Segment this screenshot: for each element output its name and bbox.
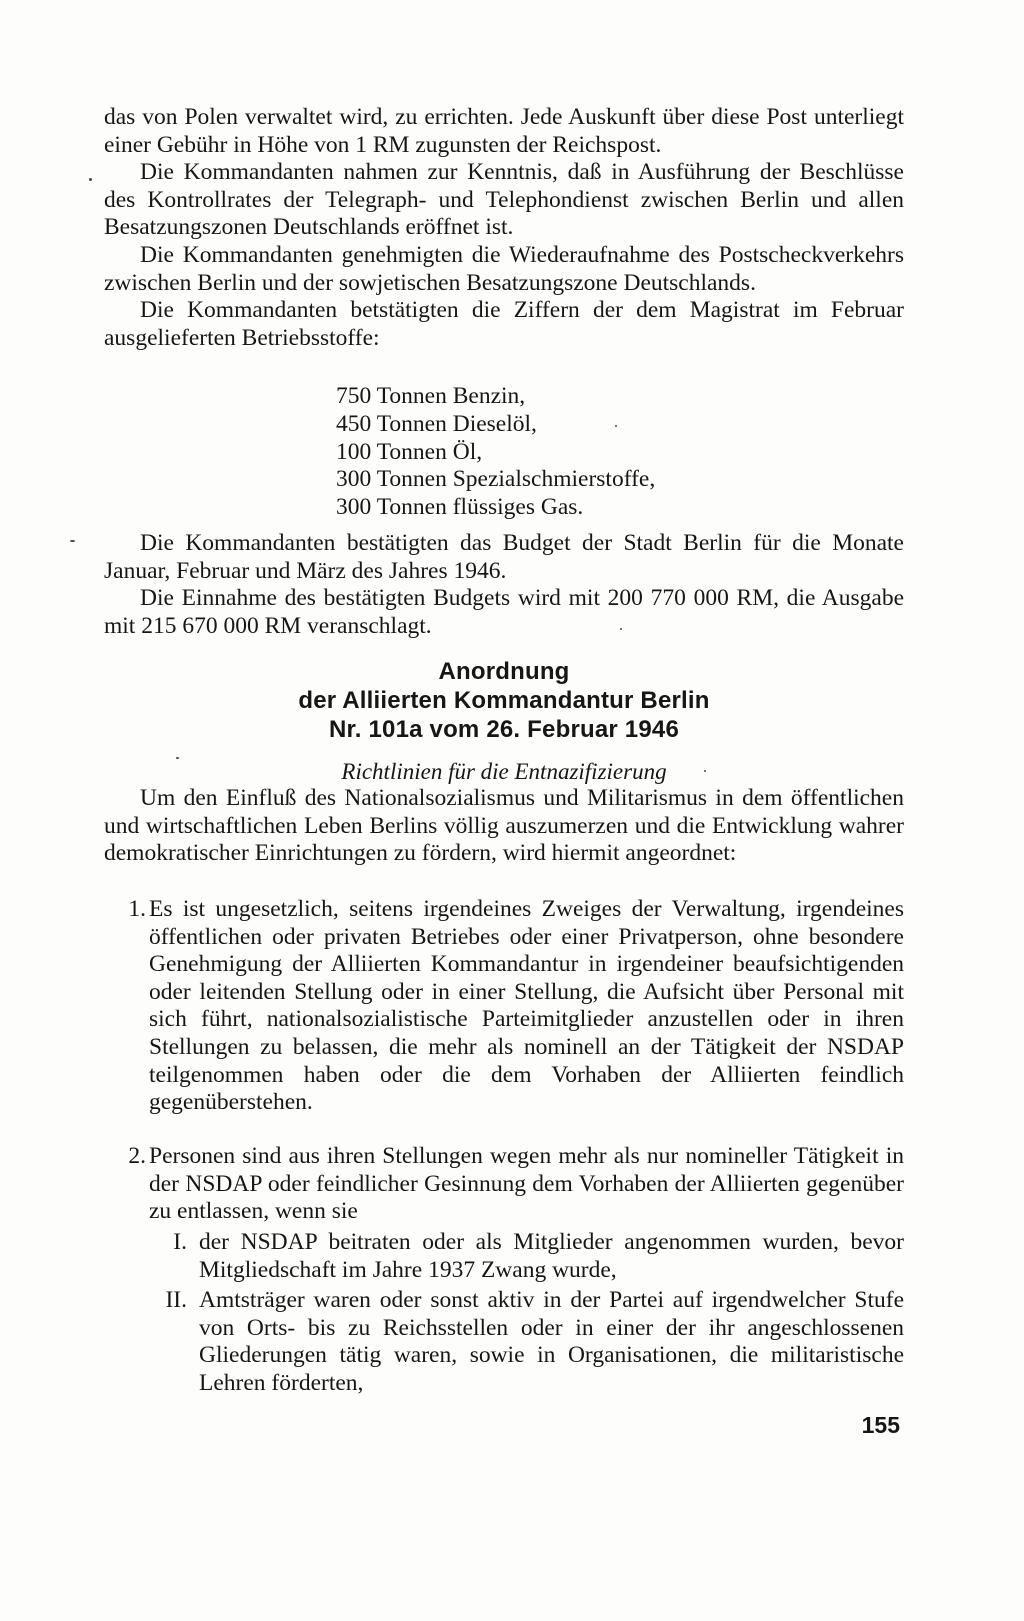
- intro-paragraph-3: Die Kommandanten genehmigten die Wiederaufnahme des Postscheckverkehrs zwischen Berlin und der sowjetischen Besatzungszone Deutschlands.: [104, 241, 904, 296]
- order-preamble: Um den Einfluß des Nationalsozialismus und Militarismus in dem öffentlichen und wirtschaftlichen Leben Berlins völlig auszumerzen und die Entwicklung wahrer demokratischer Einrichtungen zu fördern, wird hiermit angeordnet:: [104, 785, 904, 867]
- order-subitem-text: Amtsträger waren oder sonst aktiv in der Partei auf irgendwelcher Stufe von Orts- bis zu Reichsstellen oder in einer der ihr angeschlossenen Gliederungen tätig waren, sowie in Organisationen, die militaristische Lehren förderten,: [199, 1287, 904, 1396]
- order-subitem-number: I.: [173, 1229, 187, 1255]
- print-speck: [615, 425, 617, 427]
- fuel-item: 750 Tonnen Benzin,: [336, 383, 526, 409]
- order-item-number: 1.: [128, 896, 146, 922]
- order-item-2: [104, 1143, 904, 1226]
- order-subtitle: Richtlinien für die Entnazifizierung: [341, 759, 667, 784]
- fuel-item: 300 Tonnen Spezialschmierstoffe,: [336, 466, 656, 493]
- order-item-text: Personen sind aus ihren Stellungen wegen mehr als nur nomineller Tätigkeit in der NSDAP oder feindlicher Gesinnung dem Vorhaben der Alliierten gegenüber zu entlassen, wenn sie: [149, 1143, 904, 1225]
- print-speck: [70, 540, 75, 542]
- budget-paragraph-1: Die Kommandanten bestätigten das Budget der Stadt Berlin für die Monate Januar, Februar und März des Jahres 1946.: [104, 530, 904, 584]
- order-subitem-text: der NSDAP beitraten oder als Mitglieder angenommen wurden, bevor Mitgliedschaft im Jahre 1937 Zwang wurde,: [199, 1229, 904, 1283]
- intro-paragraph-2: Die Kommandanten nahmen zur Kenntnis, daß in Ausführung der Beschlüsse des Kontrollrates der Telegraph- und Telephondienst zwischen Berlin und allen Besatzungszonen Deutschlands eröffnet ist.: [104, 159, 904, 241]
- order-subitem-1: [104, 1229, 904, 1284]
- order-heading-line-2: der Alliierten Kommandantur Berlin: [298, 687, 710, 714]
- order-preamble-block: [104, 785, 904, 868]
- order-heading-line-1: Anordnung: [438, 658, 570, 685]
- order-subitem-number: II.: [165, 1287, 187, 1313]
- order-subitem-2: [104, 1287, 904, 1397]
- fuel-list: [336, 383, 756, 522]
- order-item-number: 2.: [128, 1143, 146, 1169]
- fuel-item: 450 Tonnen Dieselöl,: [336, 410, 537, 437]
- budget-text-block: [104, 530, 904, 640]
- print-speck: [176, 757, 179, 759]
- print-speck: [620, 628, 622, 630]
- order-heading-line-3: Nr. 101a vom 26. Februar 1946: [328, 716, 679, 743]
- print-speck: [89, 178, 92, 181]
- fuel-item: 100 Tonnen Öl,: [336, 438, 483, 465]
- intro-paragraph-1: das von Polen verwaltet wird, zu errichten. Jede Auskunft über diese Post unterliegt einer Gebühr in Höhe von 1 RM zugunsten der Reichspost.: [104, 104, 904, 158]
- fuel-item: 300 Tonnen flüssiges Gas.: [336, 494, 584, 521]
- budget-paragraph-2: Die Einnahme des bestätigten Budgets wird mit 200 770 000 RM, die Ausgabe mit 215 670 000 RM veranschlagt.: [104, 585, 904, 639]
- order-item-1: [104, 896, 904, 1117]
- order-item-text: Es ist ungesetzlich, seitens irgendeines Zweiges der Verwaltung, irgendeines öffentlichen oder privaten Betriebes oder einer Privatperson, ohne besondere Genehmigung der Alliierten Kommandantur in irgendeiner beaufsichtigenden oder leitenden Stellung oder in einer Stellung, die Aufsicht über Personal mit sich führt, nationalsozialistische Parteimitglieder anzustellen oder in ihren Stellungen zu belassen, die mehr als nominell an der Tätigkeit der NSDAP teilgenommen haben oder die dem Vorhaben der Alliierten feindlich gegenüberstehen.: [149, 896, 904, 1116]
- page-number: 155: [861, 1412, 900, 1438]
- intro-paragraph-4: Die Kommandanten betstätigten die Ziffern der dem Magistrat im Februar ausgelieferten Betriebsstoffe:: [104, 297, 904, 351]
- print-speck: [704, 770, 706, 772]
- intro-text-block: [104, 104, 904, 352]
